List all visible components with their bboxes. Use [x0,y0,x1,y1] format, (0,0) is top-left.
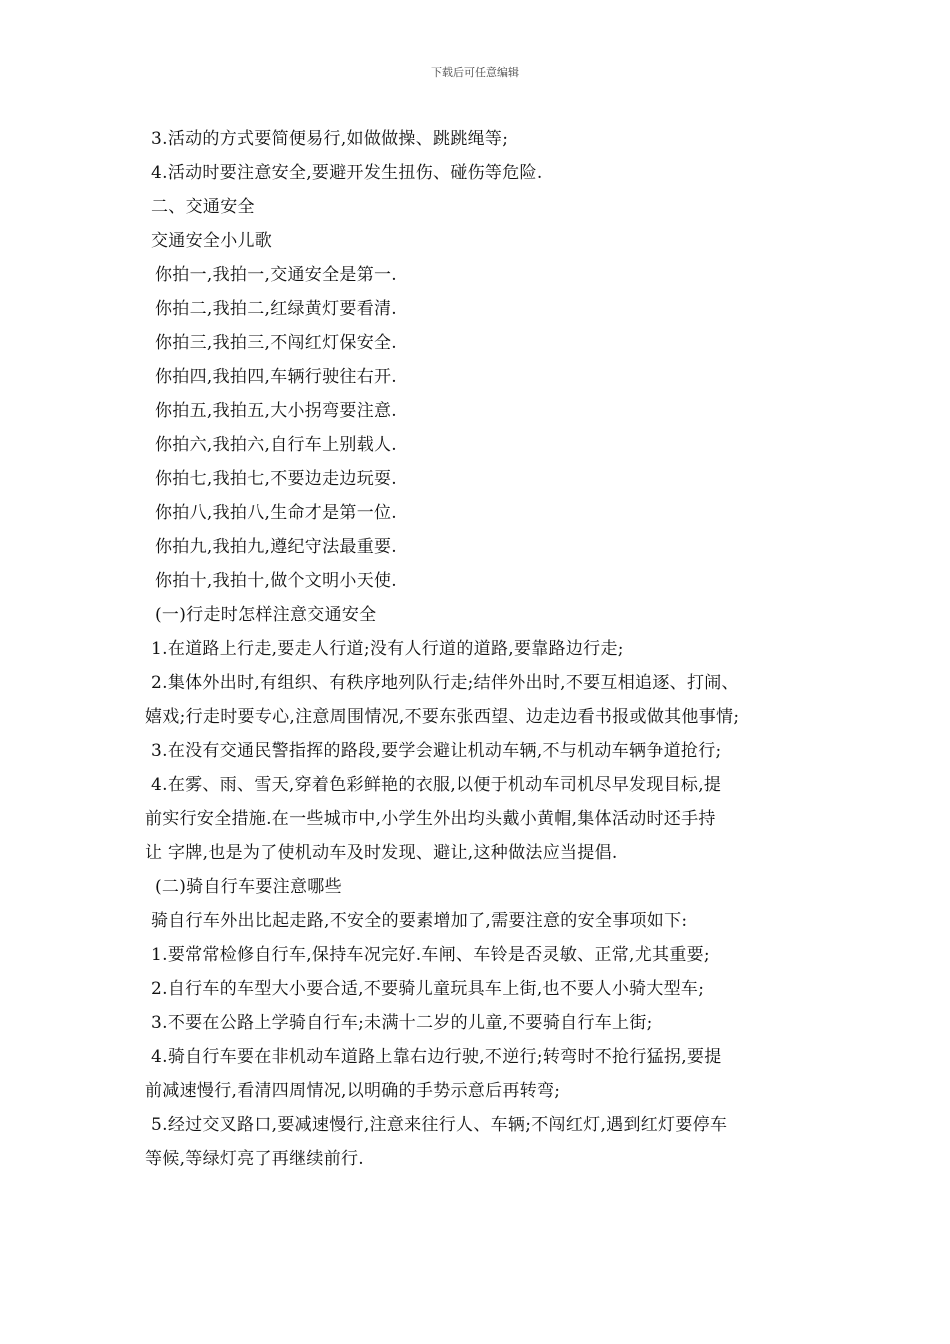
rhyme-line: 你拍三,我拍三,不闯红灯保安全. [155,333,398,353]
list-item: 1.在道路上行走,要走人行道;没有人行道的道路,要靠路边行走; [151,639,624,659]
paragraph-continuation: 前减速慢行,看清四周情况,以明确的手势示意后再转弯; [145,1081,561,1101]
page-header: 下载后可任意编辑 [431,66,519,79]
paragraph-continuation: 前实行安全措施.在一些城市中,小学生外出均头戴小黄帽,集体活动时还手持 [145,809,716,829]
rhyme-line: 你拍六,我拍六,自行车上别载人. [155,435,398,455]
rhyme-line: 你拍七,我拍七,不要边走边玩耍. [155,469,398,489]
paragraph-continuation: 嬉戏;行走时要专心,注意周围情况,不要东张西望、边走边看书报或做其他事情; [145,707,740,727]
document-body [145,122,813,1176]
list-item: 2.自行车的车型大小要合适,不要骑儿童玩具车上街,也不要人小骑大型车; [151,979,705,999]
list-item: 5.经过交叉路口,要减速慢行,注意来往行人、车辆;不闯红灯,遇到红灯要停车 [151,1115,728,1135]
subsection-heading: (一)行走时怎样注意交通安全 [155,605,377,625]
rhyme-line: 你拍四,我拍四,车辆行驶往右开. [155,367,398,387]
list-item: 1.要常常检修自行车,保持车况完好.车闸、车铃是否灵敏、正常,尤其重要; [151,945,710,965]
paragraph-continuation: 让 字牌,也是为了使机动车及时发现、避让,这种做法应当提倡. [145,843,618,863]
list-item: 2.集体外出时,有组织、有秩序地列队行走;结伴外出时,不要互相追逐、打闹、 [151,673,739,693]
list-item: 4.在雾、雨、雪天,穿着色彩鲜艳的衣服,以便于机动车司机尽早发现目标,提 [151,775,722,795]
list-item: 3.在没有交通民警指挥的路段,要学会避让机动车辆,不与机动车辆争道抢行; [151,741,722,761]
rhyme-line: 你拍五,我拍五,大小拐弯要注意. [155,401,398,421]
paragraph-continuation: 等候,等绿灯亮了再继续前行. [145,1149,365,1169]
rhyme-line: 你拍八,我拍八,生命才是第一位. [155,503,398,523]
rhyme-line: 你拍九,我拍九,遵纪守法最重要. [155,537,398,557]
paragraph: 骑自行车外出比起走路,不安全的要素增加了,需要注意的安全事项如下: [151,911,688,931]
list-item: 4.骑自行车要在非机动车道路上靠右边行驶,不逆行;转弯时不抢行猛拐,要提 [151,1047,722,1067]
rhyme-line: 你拍一,我拍一,交通安全是第一. [155,265,398,285]
list-item: 3.活动的方式要简便易行,如做做操、跳跳绳等; [151,129,509,149]
subheading: 交通安全小儿歌 [151,231,273,251]
rhyme-line: 你拍十,我拍十,做个文明小天使. [155,571,398,591]
rhyme-line: 你拍二,我拍二,红绿黄灯要看清. [155,299,398,319]
list-item: 4.活动时要注意安全,要避开发生扭伤、碰伤等危险. [151,163,543,183]
section-heading: 二、交通安全 [151,197,255,217]
list-item: 3.不要在公路上学骑自行车;未满十二岁的儿童,不要骑自行车上街; [151,1013,653,1033]
subsection-heading: (二)骑自行车要注意哪些 [155,877,342,897]
